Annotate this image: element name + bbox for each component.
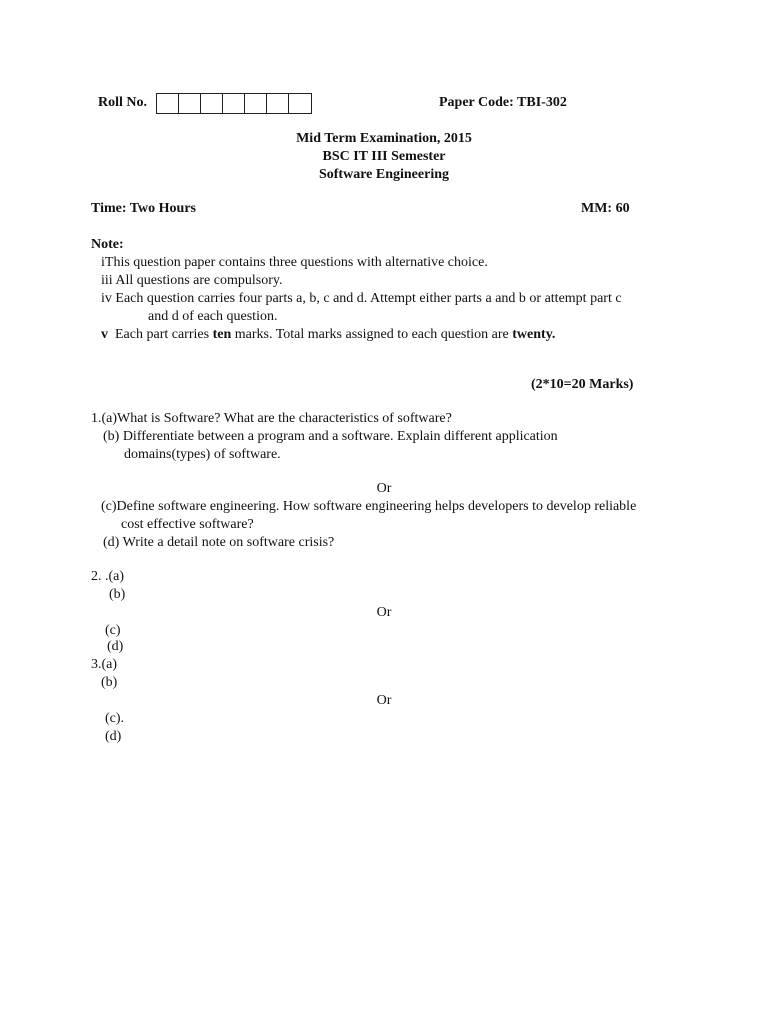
roll-digit-box[interactable] — [157, 94, 179, 113]
note-item-number: v — [101, 327, 108, 342]
question-3d: (d) — [105, 729, 122, 744]
roll-number-boxes[interactable] — [156, 93, 312, 114]
note-item — [101, 327, 555, 343]
question-3c: (c). — [105, 711, 125, 726]
or-separator: Or — [376, 481, 392, 496]
note-item-continuation: and d of each question. — [148, 309, 278, 324]
roll-digit-box[interactable] — [245, 94, 267, 113]
marks-scheme: (2*10=20 Marks) — [531, 377, 634, 392]
question-1c-continuation: cost effective software? — [121, 517, 254, 532]
note-emphasis: ten — [212, 327, 232, 342]
roll-digit-box[interactable] — [223, 94, 245, 113]
roll-digit-box[interactable] — [289, 94, 311, 113]
question-2c: (c) — [105, 623, 121, 638]
note-item: iii All questions are compulsory. — [101, 273, 283, 288]
question-1c: (c)Define software engineering. How software engineering helps developers to develop reliable — [101, 499, 637, 514]
paper-code: Paper Code: TBI-302 — [439, 95, 567, 110]
roll-number-label: Roll No. — [98, 95, 147, 110]
or-separator: Or — [376, 693, 392, 708]
or-separator: Or — [376, 605, 392, 620]
question-2a: 2. .(a) — [91, 569, 125, 584]
note-emphasis: twenty. — [512, 327, 556, 342]
note-text: Each part carries — [115, 327, 213, 342]
note-item: iThis question paper contains three questions with alternative choice. — [101, 255, 488, 270]
course-title: BSC IT III Semester — [322, 149, 446, 164]
note-heading: Note: — [91, 237, 124, 252]
question-3a: 3.(a) — [91, 657, 118, 672]
question-3b: (b) — [101, 675, 118, 690]
question-2b: (b) — [109, 587, 126, 602]
question-1d: (d) Write a detail note on software crisis? — [103, 535, 335, 550]
question-2d: (d) — [107, 639, 124, 654]
roll-digit-box[interactable] — [267, 94, 289, 113]
subject-title: Software Engineering — [318, 167, 449, 182]
question-1a: 1.(a)What is Software? What are the characteristics of software? — [91, 411, 452, 426]
maximum-marks: MM: 60 — [581, 201, 630, 216]
roll-digit-box[interactable] — [201, 94, 223, 113]
note-item: iv Each question carries four parts a, b, c and d. Attempt either parts a and b or attempt part c — [101, 291, 622, 306]
roll-digit-box[interactable] — [179, 94, 201, 113]
question-1b: (b) Differentiate between a program and a software. Explain different application — [103, 429, 558, 444]
question-1b-continuation: domains(types) of software. — [124, 447, 281, 462]
note-text: marks. Total marks assigned to each question are — [231, 327, 513, 342]
exam-title: Mid Term Examination, 2015 — [296, 131, 472, 146]
exam-duration: Time: Two Hours — [91, 201, 197, 216]
